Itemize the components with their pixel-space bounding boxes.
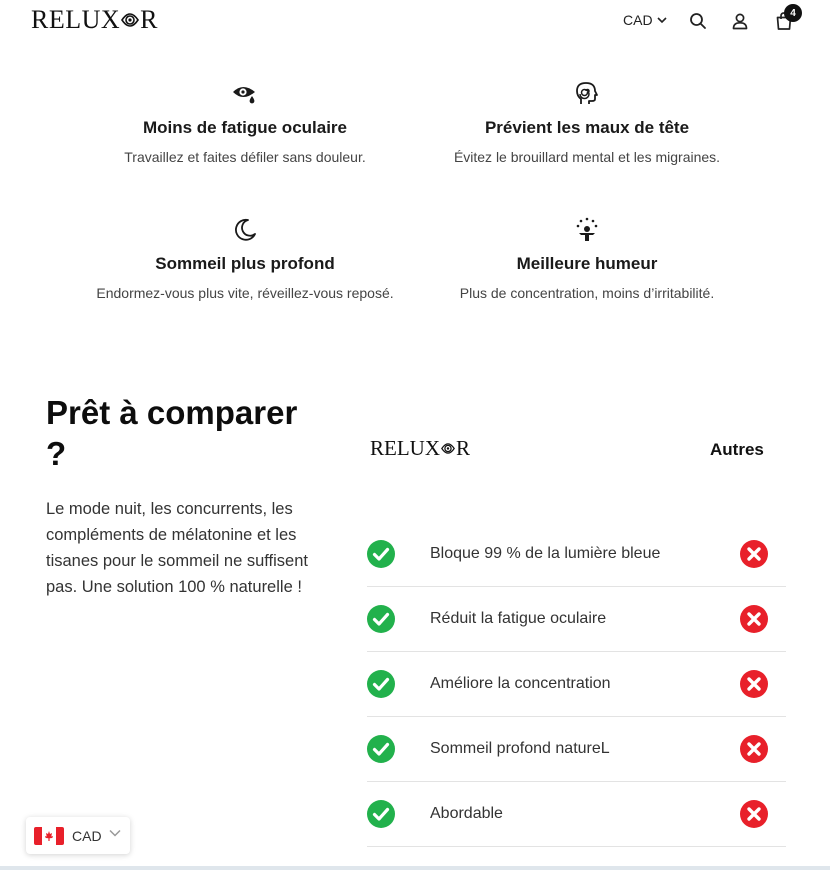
check-circle-icon bbox=[367, 670, 395, 698]
comparison-heading-line2: ? bbox=[46, 435, 67, 472]
comparison-row-label: Abordable bbox=[430, 805, 503, 822]
comparison-description: Le mode nuit, les concurrents, les compléments de mélatonine et les tisanes pour le sommeil ne suffisent pas. Une solution 100 % naturelle ! bbox=[46, 500, 308, 596]
brand-logo-text-left: RELUX bbox=[31, 5, 121, 34]
cross-circle-icon bbox=[740, 800, 768, 828]
cart-count-badge: 4 bbox=[784, 4, 802, 22]
comparison-row bbox=[367, 652, 786, 717]
benefit-text: Endormez-vous plus vite, réveillez-vous reposé. bbox=[96, 285, 394, 301]
brand-logo-text-right: R bbox=[140, 5, 159, 34]
comparison-row-label: Améliore la concentration bbox=[430, 675, 611, 692]
benefit-title: Sommeil plus profond bbox=[155, 254, 335, 273]
comparison-row bbox=[367, 717, 786, 782]
person-sparkle-icon bbox=[573, 216, 601, 244]
benefit-headache bbox=[387, 80, 787, 165]
cross-circle-icon bbox=[740, 540, 768, 568]
benefit-eye-strain bbox=[45, 80, 445, 165]
benefit-text: Travaillez et faites défiler sans douleur. bbox=[124, 149, 366, 165]
page-bottom-edge bbox=[0, 866, 830, 870]
comparison-heading bbox=[46, 392, 346, 474]
site-header bbox=[0, 0, 830, 44]
currency-code: CAD bbox=[72, 828, 102, 844]
benefit-title: Meilleure humeur bbox=[516, 254, 658, 273]
head-spiral-icon bbox=[573, 80, 601, 108]
account-icon[interactable] bbox=[730, 11, 750, 31]
eye-drop-icon bbox=[231, 80, 259, 108]
comparison-heading-line1: Prêt à comparer bbox=[46, 394, 298, 431]
check-circle-icon bbox=[367, 540, 395, 568]
brand-eye-icon bbox=[441, 440, 455, 457]
comparison-table bbox=[367, 522, 786, 847]
comparison-row bbox=[367, 782, 786, 847]
check-circle-icon bbox=[367, 800, 395, 828]
brand-logo[interactable] bbox=[31, 5, 158, 35]
cross-circle-icon bbox=[740, 735, 768, 763]
cross-circle-icon bbox=[740, 605, 768, 633]
cross-circle-icon bbox=[740, 670, 768, 698]
check-circle-icon bbox=[367, 605, 395, 633]
benefit-text: Évitez le brouillard mental et les migraines. bbox=[453, 149, 721, 165]
benefit-mood bbox=[387, 216, 787, 301]
currency-switcher-widget[interactable] bbox=[26, 817, 130, 854]
currency-selector[interactable] bbox=[623, 12, 667, 28]
comparison-brand-logo bbox=[370, 436, 470, 461]
moon-icon bbox=[231, 216, 259, 244]
comparison-row-label: Bloque 99 % de la lumière bleue bbox=[430, 545, 661, 562]
comparison-row bbox=[367, 587, 786, 652]
chevron-down-icon bbox=[109, 829, 121, 837]
comparison-row-label: Réduit la fatigue oculaire bbox=[430, 610, 607, 627]
benefit-sleep bbox=[45, 216, 445, 301]
benefit-title: Prévient les maux de tête bbox=[484, 118, 690, 137]
canada-flag-icon bbox=[34, 827, 64, 845]
brand-eye-icon bbox=[121, 9, 139, 31]
benefit-text: Plus de concentration, moins d’irritabilité. bbox=[459, 285, 715, 301]
comparison-row-label: Sommeil profond natureL bbox=[430, 740, 610, 757]
comparison-brand-text-right: R bbox=[456, 436, 471, 460]
comparison-brand-text-left: RELUX bbox=[370, 436, 440, 460]
comparison-others-label: Autres bbox=[710, 440, 764, 459]
currency-selector-label: CAD bbox=[623, 12, 653, 28]
search-icon[interactable] bbox=[688, 11, 708, 31]
benefit-title: Moins de fatigue oculaire bbox=[142, 118, 348, 137]
comparison-row bbox=[367, 522, 786, 587]
chevron-down-icon bbox=[657, 17, 667, 24]
check-circle-icon bbox=[367, 735, 395, 763]
